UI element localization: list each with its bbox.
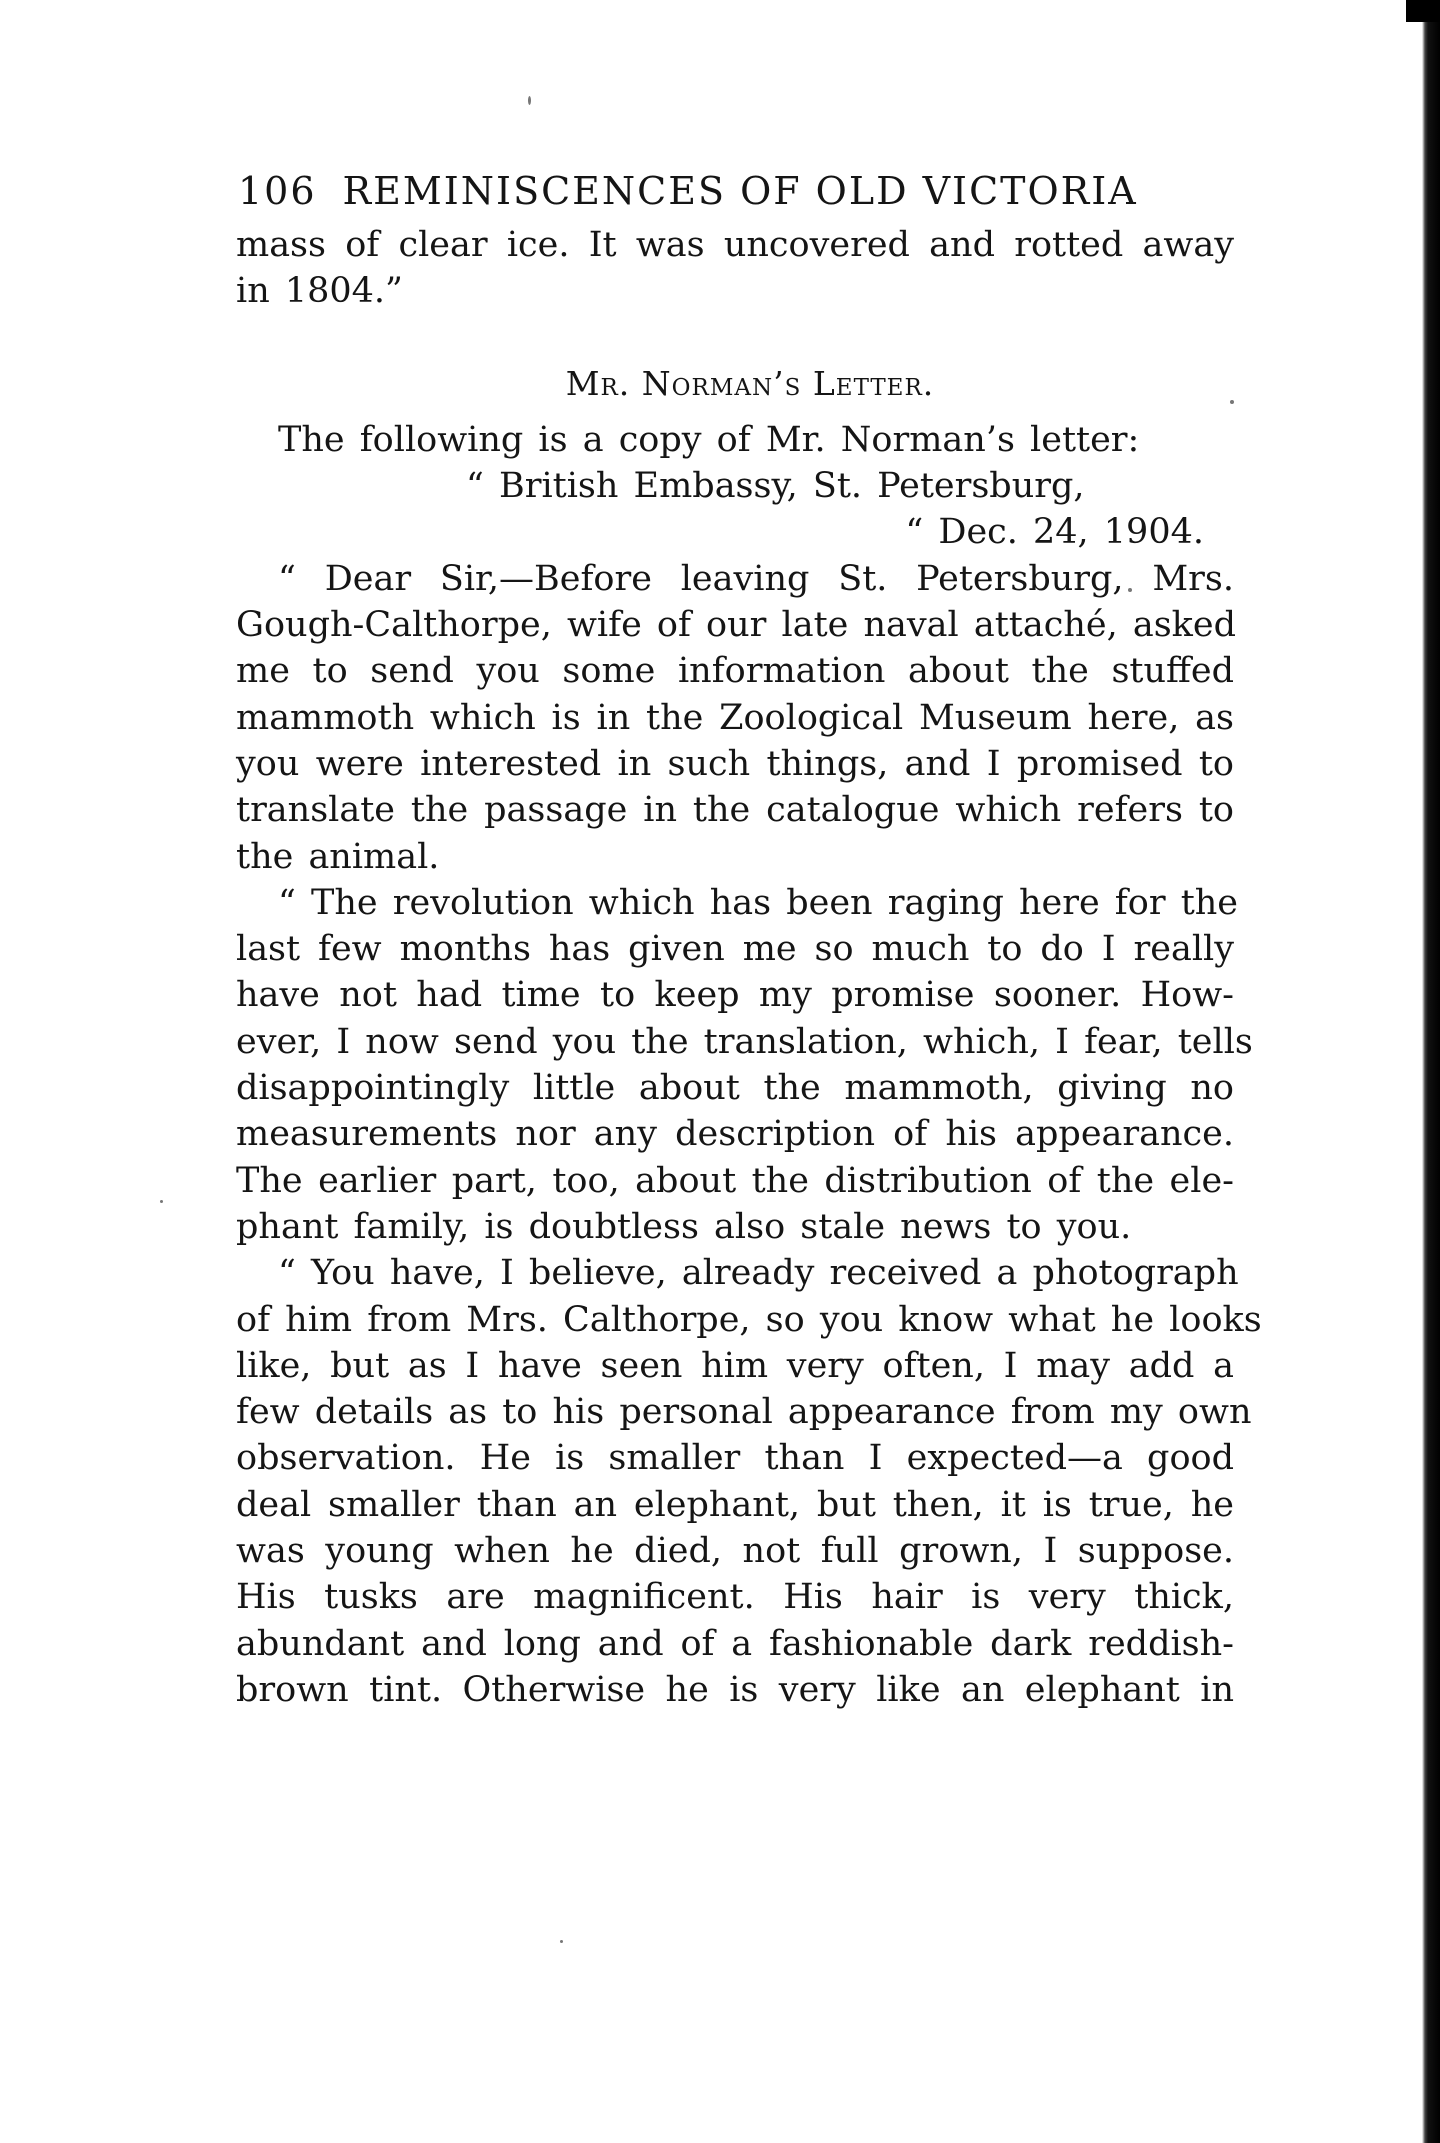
page-binding-edge: [1422, 0, 1440, 2143]
text-line: “ Dear Sir,—Before leaving St. Petersburg, Mrs.: [278, 558, 1234, 599]
text-line: of him from Mrs. Calthorpe, so you know what he looks: [236, 1299, 1262, 1340]
text-line: mammoth which is in the Zoological Museum here, as: [236, 697, 1234, 738]
text-line: “ The revolution which has been raging here for the: [278, 882, 1239, 923]
text-line: me to send you some information about the stuffed: [236, 651, 1234, 692]
text-line: mass of clear ice. It was uncovered and rotted away: [236, 225, 1234, 265]
letter-address-line: “ British Embassy, St. Petersburg,: [466, 466, 1085, 507]
text-line: in 1804.”: [236, 271, 403, 312]
text-line: have not had time to keep my promise sooner. How-: [236, 975, 1234, 1016]
page-text: [236, 160, 1262, 1713]
running-title: REMINISCENCES OF OLD VICTORIA: [342, 169, 1138, 213]
text-line: phant family, is doubtless also stale news to you.: [236, 1206, 1132, 1247]
text-line: brown tint. Otherwise he is very like an elephant in: [236, 1669, 1234, 1710]
text-line: The earlier part, too, about the distribution of the ele-: [236, 1160, 1234, 1201]
text-line: observation. He is smaller than I expected—a good: [236, 1438, 1234, 1479]
page-binding-notch: [1406, 0, 1440, 22]
text-line: last few months has given me so much to do I really: [236, 929, 1234, 970]
text-line: deal smaller than an elephant, but then, it is true, he: [236, 1484, 1234, 1525]
scan-speck: [528, 96, 531, 105]
text-line: translate the passage in the catalogue which refers to: [236, 790, 1234, 831]
text-line: disappointingly little about the mammoth, giving no: [236, 1068, 1234, 1109]
text-line: you were interested in such things, and I promised to: [236, 743, 1234, 784]
text-line: the animal.: [236, 836, 440, 877]
text-line: abundant and long and of a fashionable dark reddish-: [236, 1623, 1234, 1664]
text-line: like, but as I have seen him very often, I may add a: [236, 1345, 1234, 1386]
text-line: was young when he died, not full grown, I suppose.: [236, 1531, 1234, 1572]
text-line: measurements nor any description of his appearance.: [236, 1114, 1234, 1155]
page-number: 106: [238, 169, 317, 213]
text-line: Gough-Calthorpe, wife of our late naval attaché, asked: [236, 605, 1236, 646]
paragraph: [236, 880, 1253, 1250]
text-line: His tusks are magnificent. His hair is very thick,: [236, 1577, 1234, 1618]
paragraph: [236, 556, 1234, 880]
letter-date-line: “ Dec. 24, 1904.: [905, 512, 1204, 553]
text-line: “ You have, I believe, already received a photograph: [278, 1253, 1239, 1294]
paragraph: [236, 1250, 1262, 1713]
running-head: [238, 160, 1234, 222]
text-line: ever, I now send you the translation, which, I fear, tells: [236, 1021, 1253, 1062]
scan-speck: [160, 1200, 163, 1203]
text-line: few details as to his personal appearance from my own: [236, 1392, 1252, 1433]
section-heading: Mr. Norman’s Letter.: [565, 363, 935, 403]
intro-line: The following is a copy of Mr. Norman’s letter:: [278, 419, 1140, 460]
scan-speck: [560, 1940, 563, 1943]
